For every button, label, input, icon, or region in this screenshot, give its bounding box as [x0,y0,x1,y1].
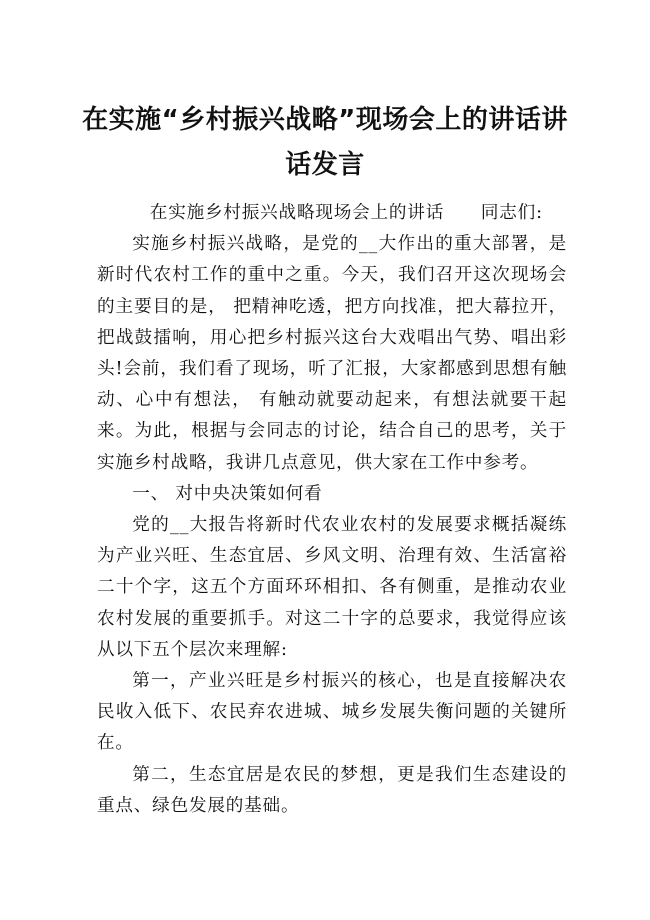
document-title-line-2: 话发言 [285,150,365,180]
paragraph-requirements: 党的__大报告将新时代农业农村的发展要求概括凝练为产业兴旺、生态宜居、乡风文明、治理有效、生活富裕二十个字，这五个方面环环相扣、各有侧重，是推动农业农村发展的重要抓手。对这二十字的总要求，我觉得应该从以下五个层次来理解: [97,515,567,660]
paragraph-opening: 在实施乡村振兴战略现场会上的讲话 同志们: [149,203,543,223]
document-body [97,198,567,822]
document-title-line-1: 在实施“乡村振兴战略”现场会上的讲话讲 [82,105,568,135]
paragraph-point-1: 第一，产业兴旺是乡村振兴的核心，也是直接解决农民收入低下、农民弃农进城、城乡发展失衡问题的关键所在。 [97,671,567,754]
paragraph-intro: 实施乡村振兴战略，是党的__大作出的重大部署，是新时代农村工作的重中之重。今天，我们召开这次现场会的主要目的是， 把精神吃透，把方向找准，把大幕拉开，把战鼓擂响，用心把乡村振兴这台大戏唱出气势、唱出彩头!会前，我们看了现场，听了汇报，大家都感到思想有触动、心中有想法， 有触动就要动起来，有想法就要干起来。为此，根据与会同志的讨论，结合自己的思考，关于实施乡村战略，我讲几点意见，供大家在工作中参考。 [97,234,567,473]
paragraph-point-2: 第二，生态宜居是农民的梦想，更是我们生态建设的重点、绿色发展的基础。 [97,764,567,816]
section-heading: 一、 对中央决策如何看 [132,483,323,504]
